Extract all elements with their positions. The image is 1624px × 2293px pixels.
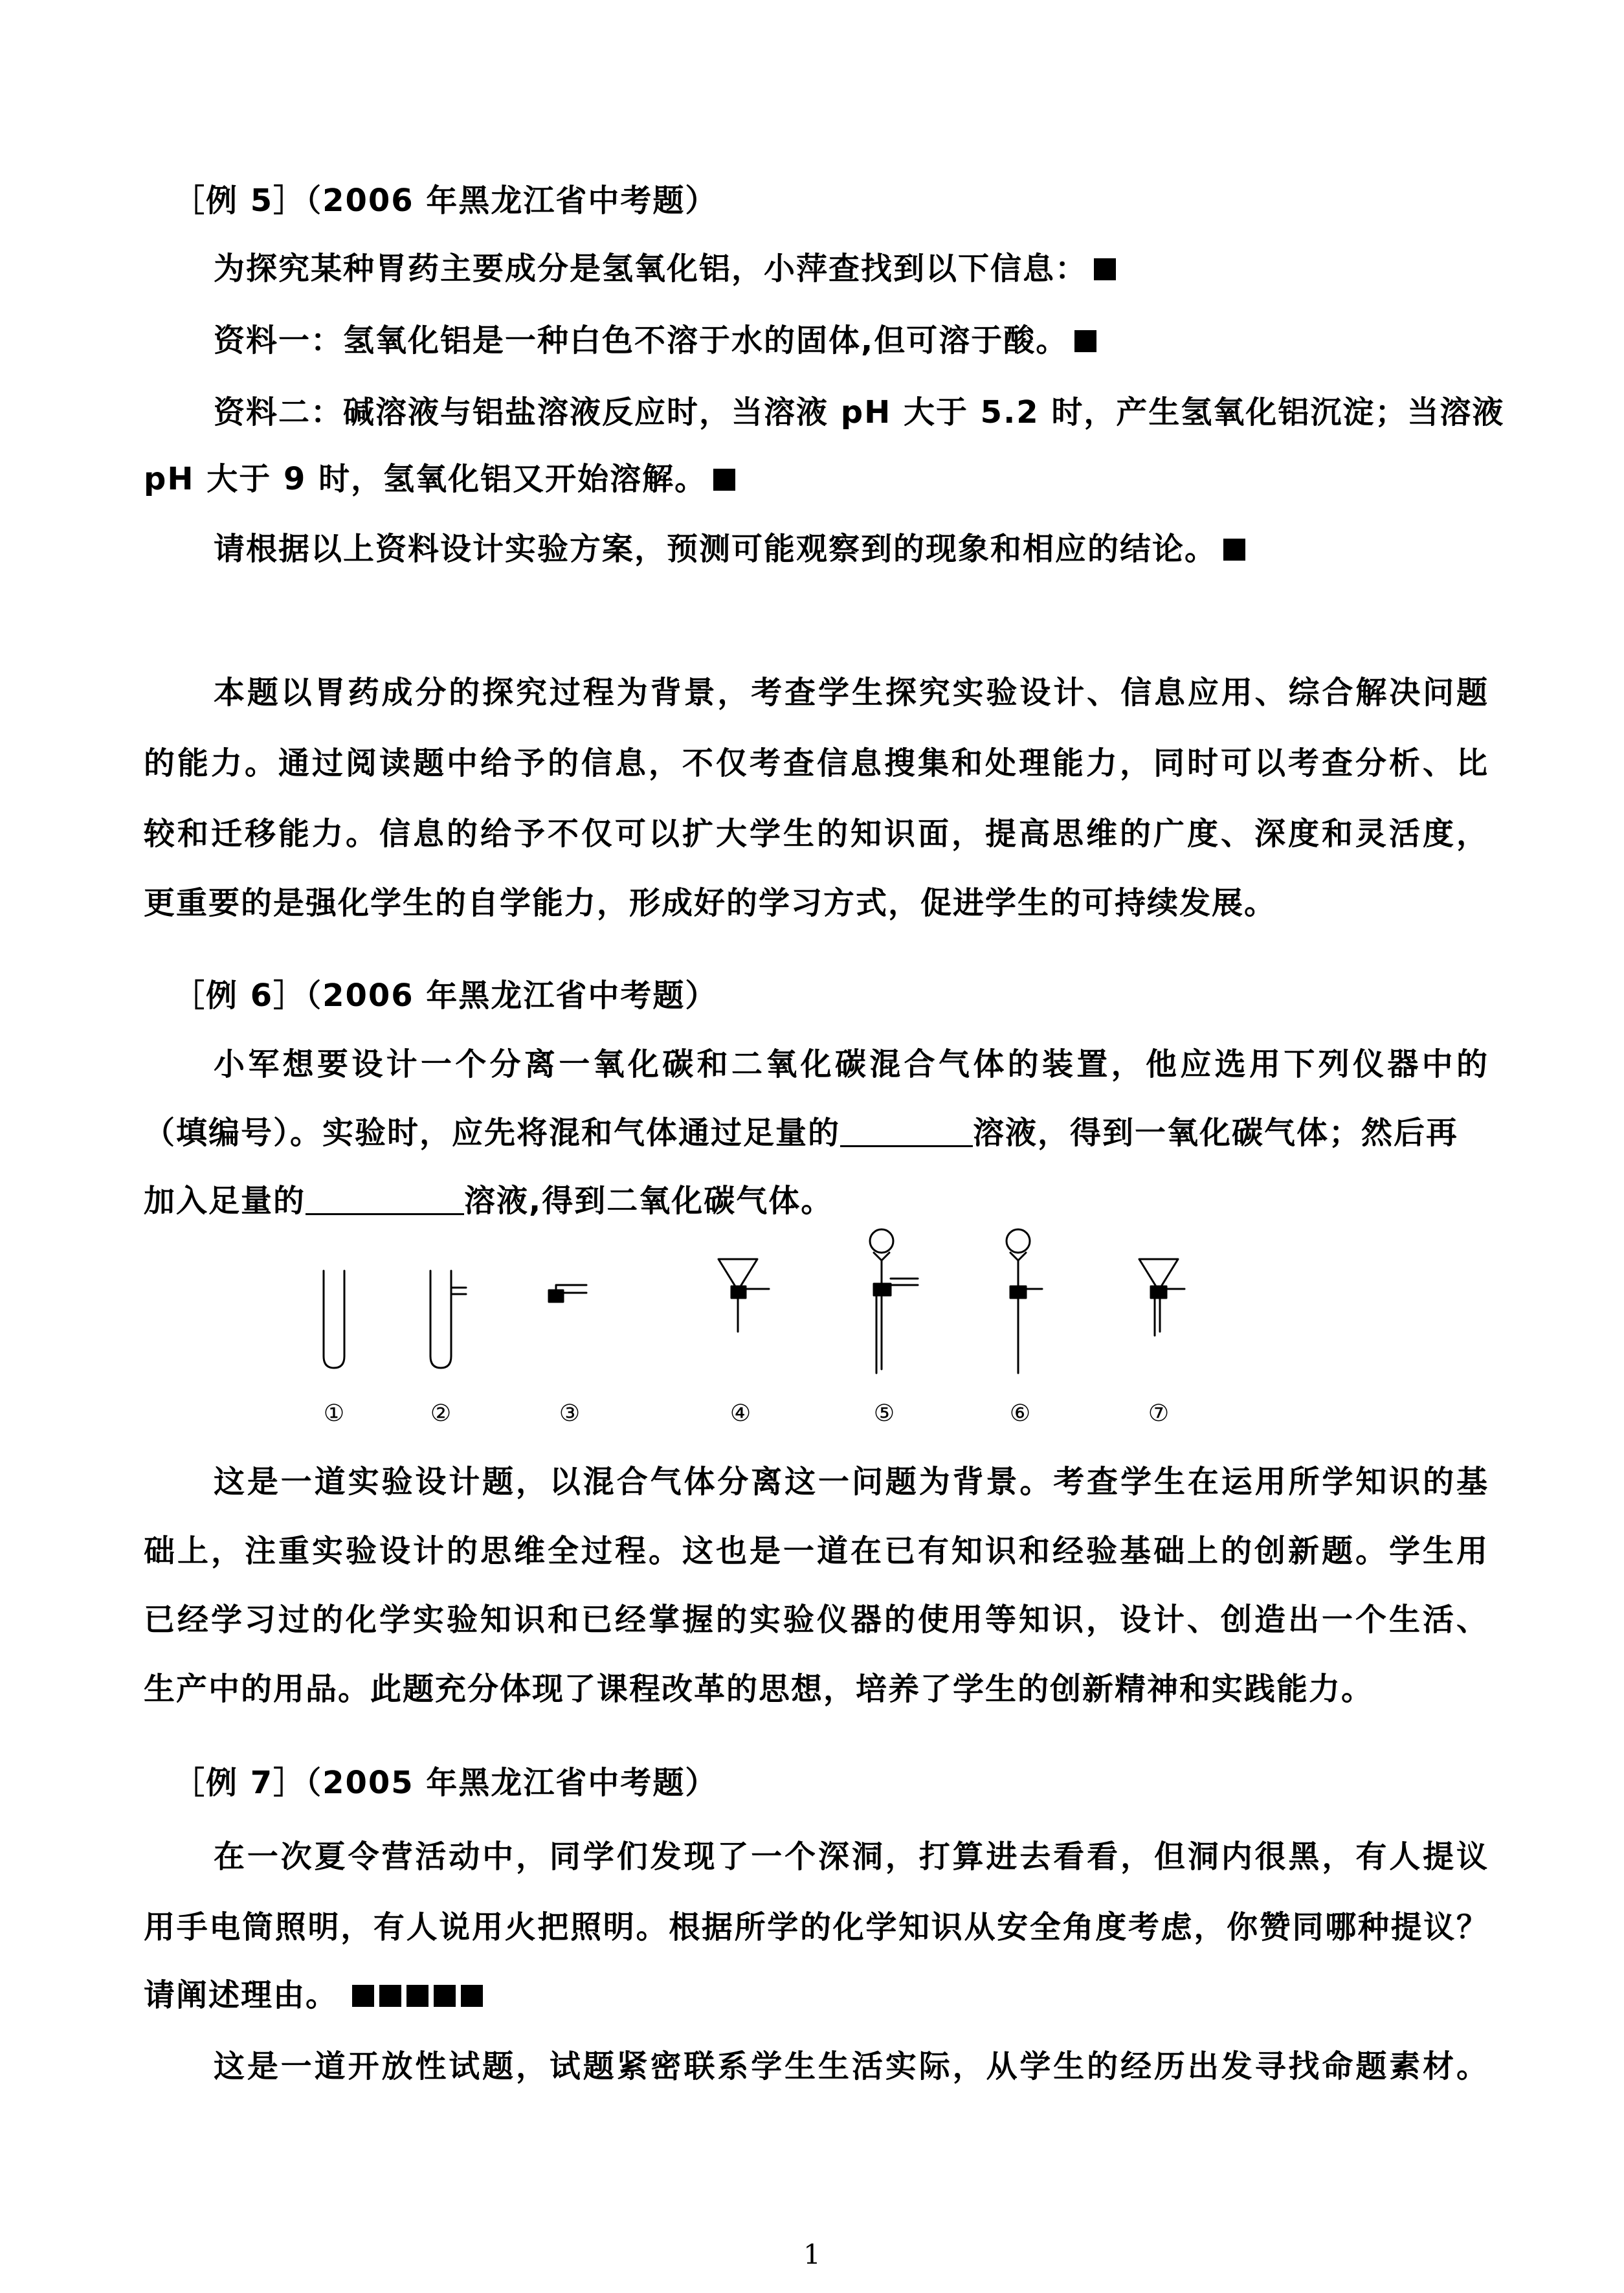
example-5-task — [214, 528, 1245, 570]
example-7-analysis — [214, 2046, 1489, 2087]
page-number: 1 — [803, 2239, 821, 2270]
example-6-analysis-line-2 — [144, 1530, 1489, 1572]
example-5-task-text: 请根据以上资料设计实验方案，预测可能观察到的现象和相应的结论。 — [214, 531, 1218, 567]
analysis-text: 本题以胃药成分的探究过程为背景，考查学生探究实验设计、信息应用、综合解决问题 — [214, 675, 1489, 711]
analysis-text: 础上，注重实验设计的思维全过程。这也是一道在已有知识和经验基础上的创新题。学生用 — [144, 1533, 1489, 1569]
analysis-text: 较和迁移能力。信息的给予不仅可以扩大学生的知识面，提高思维的广度、深度和灵活度， — [144, 816, 1489, 852]
example-6-question-text: （填编号）。实验时，应先将混和气体通过足量的 — [144, 1115, 841, 1151]
analysis-text: 更重要的是强化学生的自学能力，形成好的学习方式，促进学生的可持续发展。 — [144, 885, 1277, 921]
apparatus-label: ③ — [559, 1400, 581, 1427]
analysis-text: 已经学习过的化学实验知识和已经掌握的实验仪器的使用等知识，设计、创造出一个生活、 — [144, 1602, 1489, 1638]
example-7-question-line-3 — [144, 1974, 483, 2016]
example-6-question-line-2 — [144, 1112, 1458, 1154]
funnel-icon — [718, 1259, 769, 1332]
example-6-analysis-line-1 — [214, 1461, 1489, 1503]
apparatus-label: ⑤ — [873, 1400, 895, 1427]
example-6-heading — [173, 975, 717, 1016]
apparatus-label: ⑦ — [1148, 1400, 1170, 1427]
example-7-question-line-1 — [214, 1836, 1489, 1877]
square-mark-icon — [1074, 330, 1096, 352]
apparatus-label: ⑥ — [1009, 1400, 1031, 1427]
example-5-analysis-line-1 — [214, 672, 1489, 713]
example-5-analysis-line-3 — [144, 813, 1489, 855]
separatory-funnel-icon — [870, 1229, 918, 1373]
example-5-intro — [214, 248, 1116, 289]
long-stem-funnel-icon — [1139, 1259, 1185, 1336]
analysis-text: 这是一道开放性试题，试题紧密联系学生生活实际，从学生的经历出发寻找命题素材。 — [214, 2048, 1489, 2085]
example-5-heading — [173, 180, 717, 221]
example-6-question-line-3 — [144, 1180, 833, 1222]
apparatus-label: ② — [430, 1400, 452, 1427]
answer-blank-1[interactable] — [840, 1119, 973, 1147]
example-6-heading-text: ［例 6］（2006 年黑龙江省中考题） — [173, 978, 718, 1014]
analysis-text: 这是一道实验设计题，以混合气体分离这一问题为背景。考查学生在运用所学知识的基 — [214, 1464, 1489, 1500]
square-mark-icon — [434, 1985, 456, 2007]
example-5-analysis-line-4 — [144, 882, 1276, 924]
example-7-question-text: 用手电筒照明，有人说用火把照明。根据所学的化学知识从安全角度考虑，你赞同哪种提议？ — [144, 1909, 1489, 1945]
square-mark-icon — [1223, 539, 1245, 561]
dropping-funnel-icon — [1007, 1229, 1042, 1373]
square-mark-icon — [461, 1985, 483, 2007]
stopper-tube-icon — [549, 1285, 586, 1302]
example-6-question-text: 溶液,得到二氧化碳气体。 — [464, 1183, 834, 1219]
apparatus-label: ④ — [729, 1400, 751, 1427]
apparatus-label: ① — [323, 1400, 345, 1427]
example-5-info-2-line-2-text: pH 大于 9 时，氢氧化铝又开始溶解。 — [144, 461, 707, 497]
example-7-heading-text: ［例 7］（2005 年黑龙江省中考题） — [173, 1765, 718, 1801]
analysis-text: 的能力。通过阅读题中给予的信息，不仅考查信息搜集和处理能力，同时可以考查分析、比 — [144, 745, 1489, 781]
example-6-analysis-line-4 — [144, 1668, 1374, 1710]
example-5-info-1-text: 资料一：氢氧化铝是一种白色不溶于水的固体,但可溶于酸。 — [214, 322, 1069, 359]
answer-blank-2[interactable] — [306, 1187, 464, 1215]
side-arm-tube-icon — [430, 1271, 466, 1368]
example-6-question-line-1 — [214, 1044, 1489, 1085]
square-mark-icon — [352, 1985, 374, 2007]
example-5-info-1 — [214, 320, 1096, 361]
example-7-question-text: 在一次夏令营活动中，同学们发现了一个深洞，打算进去看看，但洞内很黑，有人提议 — [214, 1839, 1489, 1875]
example-6-question-text: 小军想要设计一个分离一氧化碳和二氧化碳混合气体的装置，他应选用下列仪器中的 — [214, 1046, 1489, 1082]
analysis-text: 生产中的用品。此题充分体现了课程改革的思想，培养了学生的创新精神和实践能力。 — [144, 1671, 1374, 1707]
example-7-heading — [173, 1762, 717, 1804]
example-6-question-text: 加入足量的 — [144, 1183, 306, 1219]
example-6-question-text: 溶液，得到一氧化碳气体；然后再 — [973, 1115, 1459, 1151]
square-mark-icon — [379, 1985, 401, 2007]
example-5-info-2-line-1-text: 资料二：碱溶液与铝盐溶液反应时，当溶液 pH 大于 5.2 时，产生氢氧化铝沉淀；当溶液 — [214, 394, 1505, 431]
example-6-analysis-line-3 — [144, 1599, 1489, 1640]
example-5-intro-text: 为探究某种胃药主要成分是氢氧化铝，小萍查找到以下信息： — [214, 251, 1088, 287]
example-5-heading-text: ［例 5］（2006 年黑龙江省中考题） — [173, 183, 718, 219]
example-7-question-text: 请阐述理由。 — [144, 1977, 339, 2013]
square-mark-icon — [1094, 258, 1116, 280]
lab-apparatus-figure — [304, 1227, 1249, 1447]
square-mark-icon — [713, 469, 735, 491]
example-5-info-2-line-2 — [144, 458, 735, 500]
example-7-question-line-2 — [144, 1907, 1489, 1948]
example-5-analysis-line-2 — [144, 743, 1489, 784]
test-tube-icon — [324, 1271, 344, 1368]
square-mark-icon — [406, 1985, 428, 2007]
example-5-info-2-line-1 — [214, 392, 1505, 433]
